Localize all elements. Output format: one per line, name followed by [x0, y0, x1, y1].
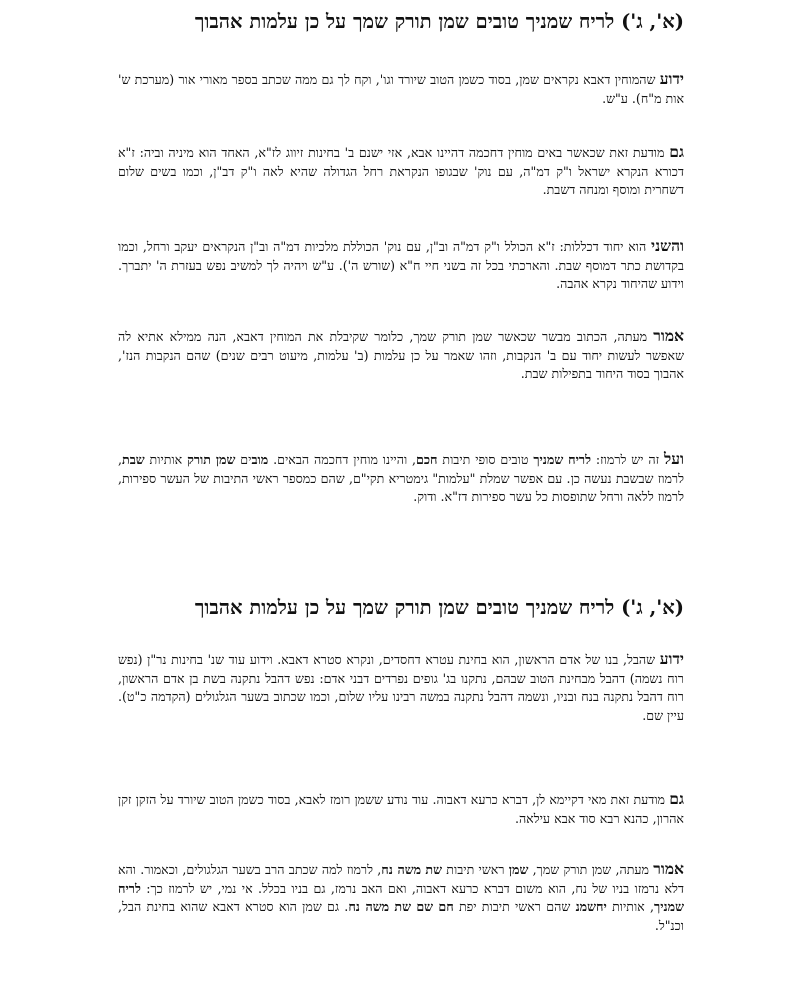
bold-text: שבת — [122, 452, 145, 467]
paragraph — [118, 237, 684, 294]
bold-text: לריח — [568, 452, 591, 467]
paragraph-text: שהבל, בנו של אדם הראשון, הוא בחינת עטרא דחסדים, ונקרא סטרא דאבא. וידוע עוד שנ' בחינות נר"ן (נפש רוח נשמה) דהבל מבחינת הטוב שבהם, נתקנו בג' גופים נפרדים דבני אדם: נפש דהבל נתקנה בשת בן אדם הראשון, רוח דהבל נתקנה בנח ובניו, ונשמה דהבל נתקנה במשה רבינו עליו שלום, וכמו שכתוב בשער הגלגולים (הקדמה כ"ט). עיין שם. — [118, 652, 684, 723]
bold-text: תורק — [187, 452, 211, 467]
paragraph — [118, 790, 684, 828]
bold-text: חכם — [416, 452, 438, 467]
section-title-1: (א', ג') לריח שמניך טובים שמן תורק שמך על כן עלמות אהבוך — [194, 10, 684, 33]
paragraph-text: ים — [235, 452, 252, 467]
paragraph-text: אותיות — [144, 452, 188, 467]
paragraph — [118, 860, 684, 935]
section-title-2: (א', ג') לריח שמניך טובים שמן תורק שמך על כן עלמות אהבוך — [194, 596, 684, 619]
paragraph-lead-word: ידוע — [659, 69, 684, 88]
paragraph-lead-word: ועל — [663, 449, 684, 468]
bold-text: משה נח — [381, 862, 422, 877]
paragraph-text: , לרמוז למה שכתב הרב בשער הגלגולים, וכאמור. והא דלא נרמזו בניו של נח, הוא משום דברא כרעא דאבוה, ואם האב נרמז, גם בניו בכלל. אי נמי, יש לרמוז כך: — [118, 862, 684, 896]
paragraph-text: , אותיות — [606, 899, 655, 915]
paragraph-text: טובים סופי תיבות — [437, 452, 534, 467]
paragraph-lead-word: ידוע — [659, 649, 684, 668]
bold-text: שם — [416, 899, 434, 915]
paragraph-text: מעתה, שמן תורק שמך, — [528, 862, 654, 877]
paragraph-lead-word: והשני — [651, 236, 684, 255]
paragraph-text: מודעת זאת שכאשר באים מוחין דחכמה דהיינו אבא, אזי ישנם ב' בחינות זיווג לז"א, האחד הוא מיניה וביה: ז"א דכורא הנקרא ישראל ו"ק דמ"ה, עם נוק' שבגופו הנקראת רחל הגדולה שהיא לאה ו"ק דב"ן, וכמו בשים שלום דשחרית ומוסף ומנחה דשבת. — [118, 145, 684, 198]
bold-text: לריח — [118, 880, 141, 896]
bold-text: שמניך — [654, 899, 684, 915]
bold-text: שת — [425, 862, 443, 877]
paragraph-text: . גם שמן הוא סטרא דאבא שהוא בחינת הבל, וכנ"ל. — [118, 899, 684, 933]
paragraph-lead-word: אמור — [653, 859, 684, 878]
paragraph — [118, 70, 684, 108]
paragraph-text: הוא יחוד דכללות: ז"א הכולל ו"ק דמ"ה וב"ן, עם נוק' הכוללת מלכיות דמ"ה וב"ן הנקראים יעקב ורחל, וכמו בקדושת כתר דמוסף שבת. והארכתי בכל זה בשני חיי ח"א (שורש ה'). ע"ש ויהיה לך למשיב נפש בעזרת ה' יתברך. וידוע שהיחוד נקרא אהבה. — [118, 239, 684, 292]
paragraph-text: , והיינו מוחין דחכמה הבאים. — [268, 452, 417, 467]
paragraph — [118, 450, 684, 507]
paragraph — [118, 650, 684, 725]
paragraph-text: זה יש לרמוז: — [591, 452, 664, 467]
paragraph-text: מעתה, הכתוב מבשר שכאשר שמן תורק שמך, כלומר שקיבלת את המוחין דאבא, הנה ממילא אתיא לה שאפשר לעשות יחוד עם ב' הנקבות, וזהו שאמר על כן עלמות (ב' עלמות, מיעוט רבים שנים) שהם הנקבות הנז', אהבוך בסוד היחוד בתפילות שבת. — [118, 329, 684, 382]
bold-text: מוב — [251, 452, 269, 467]
document-page — [118, 0, 684, 985]
paragraph-text: ראשי תיבות — [442, 862, 509, 877]
bold-text: שמן — [508, 862, 529, 877]
bold-text: חם — [438, 899, 454, 915]
paragraph-text: , לרמוז שבשבת נעשה כן. עם אפשר שמלת "עלמות" גימטריא תקי"ם, שהם כמספר ראשי התיבות של העשר ספירות, לרמוז ללאה ורחל שתופסות כל עשר ספירות דז"א. ודוק. — [118, 452, 684, 505]
bold-text: יחשמנ — [575, 899, 607, 915]
bold-text: שמניך — [533, 452, 564, 467]
paragraph — [118, 327, 684, 384]
paragraph-text: שהמוחין דאבא נקראים שמן, בסוד כשמן הטוב שיורד וגו', וקח לך גם ממה שכתב בספר מאורי אור (מערכת ש' אות מ"ח). ע"ש. — [118, 72, 684, 106]
bold-text: שת — [394, 899, 412, 915]
paragraph-lead-word: גם — [669, 789, 684, 808]
paragraph-text: שהם ראשי תיבות יפת — [453, 899, 576, 915]
bold-text: משה נח — [348, 899, 390, 915]
paragraph-lead-word: אמור — [653, 326, 684, 345]
paragraph-lead-word: גם — [669, 142, 684, 161]
paragraph-text: מודעת זאת מאי דקיימא לן, דברא כרעא דאבוה. עוד נודע ששמן רומז לאבא, בסוד כשמן הטוב שיורד על הזקן זקן אהרון, כהנא רבא סוד אבא עילאה. — [118, 792, 684, 826]
bold-text: שמן — [215, 452, 236, 467]
paragraph — [118, 143, 684, 200]
